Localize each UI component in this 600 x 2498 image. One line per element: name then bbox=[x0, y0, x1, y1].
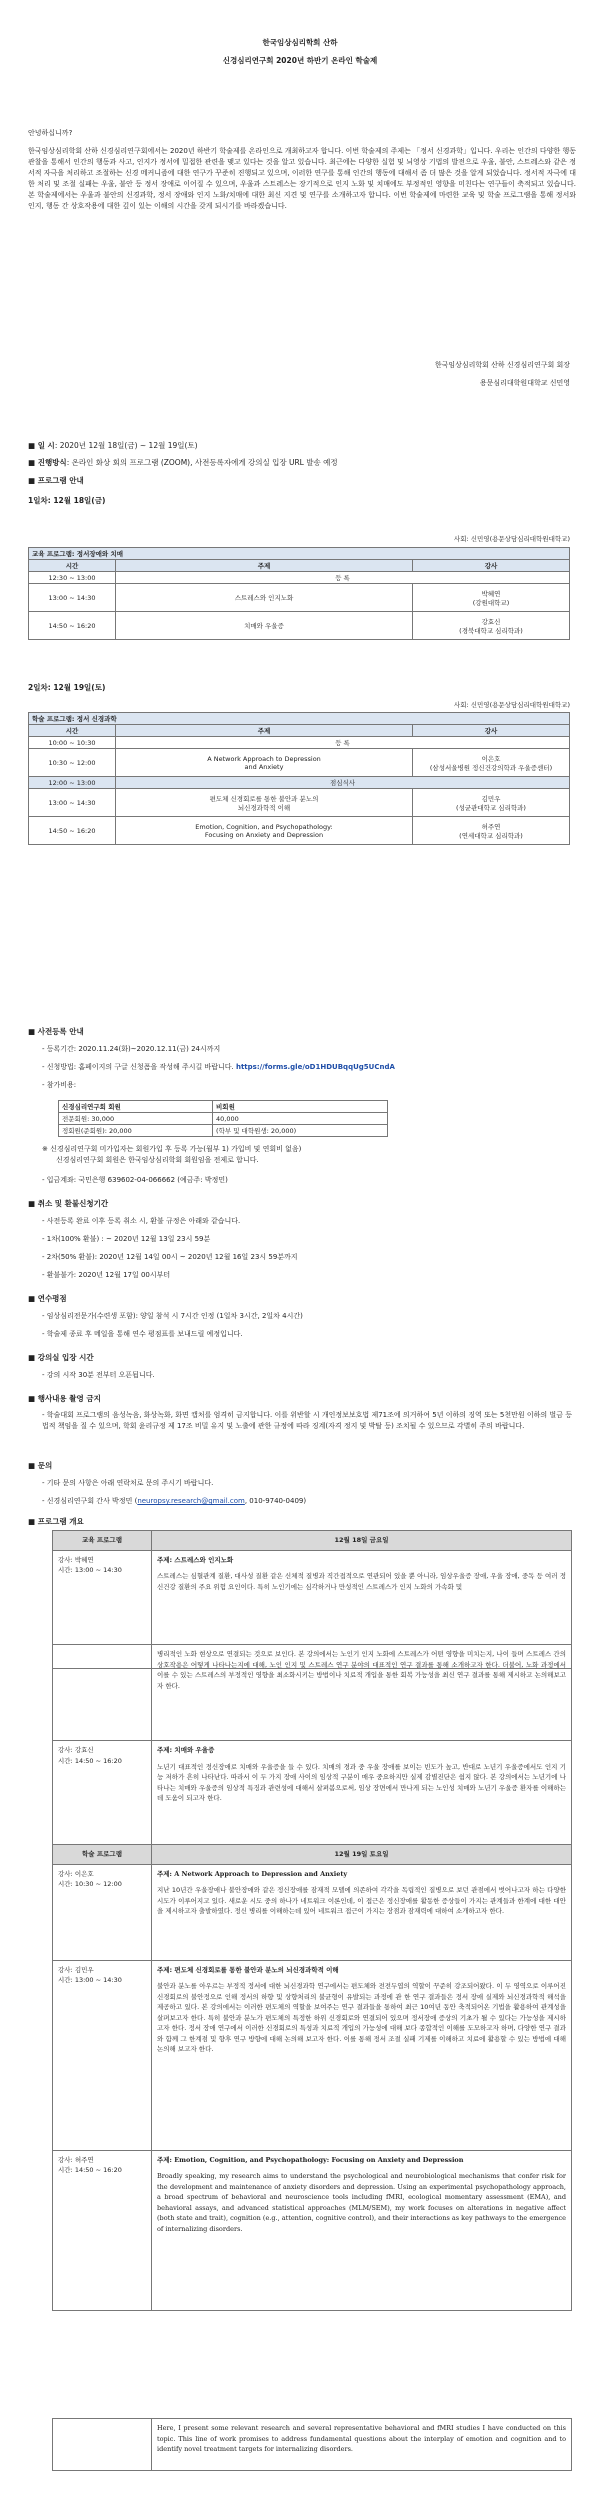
table-cell bbox=[413, 584, 570, 612]
credit-line: - 임상심리전문가(수련생 포함): 양일 참석 시 7시간 인정 (1일차 3시간, 2일차 4시간) bbox=[42, 1312, 303, 1320]
table-cell: 13:00 ~ 14:30 bbox=[29, 789, 116, 817]
session-body: 스트레스는 심혈관계 질환, 대사성 질환 같은 신체적 질병과 직간접적으로 연관되어 있을 뿐 아니라, 임상우울증 장애, 우울 장애, 중독 등 여러 정신건강 질환의 주요 위험 요인이다. 특히 노인기에는 심각하거나 만성적인 스트레스가 인지 노화의 가속화 및 bbox=[157, 1572, 566, 1591]
info-date bbox=[28, 440, 198, 451]
info-method-value: : 온라인 화상 회의 프로그램 (ZOOM), 사전등록자에게 강의실 입장 URL 발송 예정 bbox=[66, 458, 338, 467]
session-body: 노년기 대표적인 정신장애로 치매와 우울증을 들 수 있다. 치매의 경과 중 우울 장애를 보이는 빈도가 높고, 반대로 노년기 우울증에서도 인지 기능 저하가 흔히 나타난다. 따라서 이 두 가지 장애 사이의 임상적 구분이 매우 중요하지만 실제 감별진단은 쉽지 않다. 본 강의에서는 노년기에 나타나는 치매와 우울증의 임상적 특징과 관련성에 대해서 살펴봄으로써, 임상 장면에서 만나게 되는 노인성 치매와 노년기 우울증 환자를 이해하는데 도움이 되고자 한다. bbox=[157, 1762, 566, 1802]
speaker-name: 강사: 허주연 bbox=[58, 2155, 94, 2164]
signature-line-1: 한국임상심리학회 산하 신경심리연구회 회장 bbox=[434, 361, 570, 369]
contact-line-1: - 기타 문의 사항은 아래 연락처로 문의 주시기 바랍니다. bbox=[42, 1479, 214, 1487]
session-time: 시간: 13:00 ~ 14:30 bbox=[58, 1976, 122, 1984]
table-cell: 40,000 bbox=[213, 1113, 388, 1125]
session-time: 시간: 13:00 ~ 14:30 bbox=[58, 1566, 122, 1574]
reg-heading: ■ 사전등록 안내 bbox=[28, 1027, 84, 1036]
program-heading: ■ 프로그램 안내 bbox=[28, 476, 84, 485]
day1-table-caption: 교육 프로그램: 정서장애와 치매 bbox=[29, 548, 570, 560]
outline-edu-label: 교육 프로그램 bbox=[53, 1531, 152, 1551]
signature-line-2: 용문심리대학원대학교 신민영 bbox=[479, 379, 570, 387]
page-1 bbox=[0, 0, 600, 1030]
day2-moderator: 사회: 신민영(용문상담심리대학원대학교) bbox=[453, 701, 570, 709]
speaker-affiliation: (연세대학교 심리학과) bbox=[459, 831, 523, 840]
day1-moderator: 사회: 신민영(용문상담심리대학원대학교) bbox=[453, 535, 570, 543]
table-cell: 12:00 ~ 13:00 bbox=[29, 777, 116, 789]
col-topic: 주제 bbox=[116, 560, 413, 572]
outline-s3-meta bbox=[53, 1864, 152, 1960]
day2-heading: 2일차: 12월 19일(토) bbox=[28, 683, 106, 692]
table-cell: 10:30 ~ 12:00 bbox=[29, 749, 116, 777]
session-time: 시간: 14:50 ~ 16:20 bbox=[58, 2166, 122, 2174]
table-cell bbox=[116, 749, 413, 777]
refund-line: - 사전등록 완료 이후 등록 취소 시, 환불 규정은 아래와 같습니다. bbox=[42, 1217, 241, 1225]
table-cell: 등 록 bbox=[116, 572, 570, 584]
day1-table bbox=[28, 547, 570, 640]
session-title: 주제: 스트레스와 인지노화 bbox=[157, 1555, 234, 1564]
refund-line: - 1차(100% 환불) : ~ 2020년 12월 13일 23시 59분 bbox=[42, 1235, 211, 1243]
col-speaker: 강사 bbox=[413, 560, 570, 572]
col-time: 시간 bbox=[29, 560, 116, 572]
greeting: 안녕하십니까? bbox=[28, 129, 73, 137]
table-cell bbox=[413, 817, 570, 845]
table-cell: (학부 및 대학원생: 20,000) bbox=[213, 1125, 388, 1137]
fee-table bbox=[58, 1100, 388, 1137]
outline-day2-label: 12월 19일 토요일 bbox=[152, 1845, 572, 1865]
topic-line: 뇌신경과학적 이해 bbox=[237, 803, 291, 812]
title-line-2: 신경심리연구회 2020년 하반기 온라인 학술제 bbox=[222, 56, 378, 65]
outline-table-3 bbox=[52, 2418, 572, 2471]
outline-s4-meta bbox=[53, 1960, 152, 2150]
contact-heading: ■ 문의 bbox=[28, 1461, 53, 1470]
topic-line: Focusing on Anxiety and Depression bbox=[204, 830, 324, 839]
table-cell bbox=[413, 749, 570, 777]
outline-day1-label: 12월 18일 금요일 bbox=[152, 1531, 572, 1551]
table-cell: 전문회원: 30,000 bbox=[59, 1113, 213, 1125]
outline-s5-content bbox=[152, 2150, 572, 2310]
session-time: 시간: 10:30 ~ 12:00 bbox=[58, 1880, 122, 1888]
outline-acad-label: 학술 프로그램 bbox=[53, 1845, 152, 1865]
session-title: 주제: 편도체 신경회로를 통한 불안과 분노의 뇌신경과학적 이해 bbox=[157, 1965, 339, 1974]
info-method bbox=[28, 457, 338, 468]
reg-period: - 등록기간: 2020.11.24(화)~2020.12.11(금) 24시까지 bbox=[42, 1045, 221, 1053]
speaker-name: 강효신 bbox=[481, 617, 501, 626]
session-title: 주제: 치매와 우울증 bbox=[157, 1746, 215, 1754]
info-date-value: : 2020년 12월 18일(금) ~ 12월 19일(토) bbox=[54, 441, 198, 450]
outline-s2-content bbox=[152, 1741, 572, 1845]
table-cell bbox=[116, 817, 413, 845]
table-cell: 정회원(준회원): 20,000 bbox=[59, 1125, 213, 1137]
table-cell: 치매와 우울증 bbox=[116, 612, 413, 640]
title-line-1: 한국임상심리학회 산하 bbox=[262, 38, 338, 47]
speaker-name: 허주연 bbox=[481, 822, 501, 831]
speaker-name: 강사: 김민우 bbox=[58, 1965, 94, 1974]
speaker-name: 강사: 이은호 bbox=[58, 1869, 94, 1878]
table-cell: 10:00 ~ 10:30 bbox=[29, 737, 116, 749]
speaker-affiliation: (경북대학교 심리학과) bbox=[459, 626, 523, 635]
session-title: 주제: Emotion, Cognition, and Psychopathology: Focusing on Anxiety and Depression bbox=[157, 2155, 464, 2164]
reg-method bbox=[42, 1062, 395, 1073]
entry-heading: ■ 강의실 입장 시간 bbox=[28, 1353, 94, 1362]
outline-s1-meta-cont bbox=[53, 1645, 152, 1741]
table-cell bbox=[413, 789, 570, 817]
fee-col-member: 신경심리연구회 회원 bbox=[59, 1101, 213, 1113]
day2-table bbox=[28, 712, 570, 845]
contact-line-2 bbox=[42, 1496, 306, 1507]
contact-email-link[interactable]: neuropsy.research@gmail.com bbox=[137, 1497, 245, 1505]
col-time: 시간 bbox=[29, 725, 116, 737]
table-cell: 14:50 ~ 16:20 bbox=[29, 817, 116, 845]
table-cell: 13:00 ~ 14:30 bbox=[29, 584, 116, 612]
col-speaker: 강사 bbox=[413, 725, 570, 737]
reg-note-1: ※ 신경심리연구회 미가입자는 회원가입 후 등록 가능(월부 1) 가입비 및 연회비 없음) bbox=[42, 1145, 302, 1153]
contact-suffix: , 010-9740-0409) bbox=[244, 1497, 307, 1505]
day1-heading: 1일차: 12월 18일(금) bbox=[28, 496, 106, 505]
info-method-label: ■ 진행방식 bbox=[28, 458, 67, 467]
table-cell bbox=[413, 612, 570, 640]
speaker-name: 강사: 강효신 bbox=[58, 1746, 94, 1754]
reg-method-text: - 신청방법: 홈페이지의 구글 신청폼을 작성해 주시길 바랍니다. bbox=[42, 1063, 236, 1071]
speaker-name: 강사: 박혜연 bbox=[58, 1555, 94, 1564]
table-cell: 14:50 ~ 16:20 bbox=[29, 612, 116, 640]
reg-note-2: 신경심리연구회 회원은 한국임상심리학회 회원임을 전제로 합니다. bbox=[56, 1156, 259, 1164]
speaker-affiliation: (성균관대학교 심리학과) bbox=[456, 803, 526, 812]
topic-line: A Network Approach to Depression bbox=[207, 754, 321, 763]
table-cell: 점심식사 bbox=[116, 777, 570, 789]
outline-s3-content bbox=[152, 1864, 572, 1960]
speaker-name: 이은호 bbox=[481, 754, 501, 763]
day2-table-caption: 학술 프로그램: 정서 신경과학 bbox=[29, 713, 570, 725]
reg-account: - 입금계좌: 국민은행 639602-04-066662 (예금주: 박정민) bbox=[42, 1176, 228, 1184]
intro-paragraph: 한국임상심리학회 산하 신경심리연구회에서는 2020년 하반기 학술제를 온라인으로 개최하고자 합니다. 이번 학술제의 주제는 「정서 신경과학」입니다. 우리는 인간의 다양한 행동 관찰을 통해서 인간의 행동과 사고, 인지가 정서에 밀접한 관련을 맺고 있다는 것을 알고 있습니다. 최근에는 다양한 실험 및 뇌영상 기법의 발전으로 우울, 불안, 스트레스와 같은 정서적 자극을 처리하고 조절하는 신경 메커니즘에 대한 연구가 꾸준히 진행되고 있으며, 이러한 연구를 통해 인간의 행동에 대해서 좀 더 많은 것을 알게 되었습니다. 정서적 자극에 대한 처리 및 조절 실패는 우울, 불안 등 정서 장애로 이어질 수 있으며, 우울과 스트레스는 장기적으로 인지 노화 및 치매에도 부정적인 영향을 미친다는 연구들이 축적되고 있습니다. 본 학술제에서는 우울과 불안의 신경과학, 정서 장애와 인지 노화/치매에 대한 최신 지견 및 연구를 소개하고자 합니다. 이번 학술제에 마련한 교육 및 학술 프로그램을 통해 정서와 인지, 행동 간 상호작용에 대한 깊이 있는 이해의 시간을 갖게 되시기를 바라겠습니다. bbox=[28, 147, 576, 210]
reg-form-link[interactable]: https://forms.gle/oD1HDUBqqUg5UCndA bbox=[235, 1063, 395, 1071]
col-topic: 주제 bbox=[116, 725, 413, 737]
signature bbox=[435, 356, 570, 392]
refund-line: - 환불불가: 2020년 12월 17일 00시부터 bbox=[42, 1271, 171, 1279]
refund-line: - 2차(50% 환불): 2020년 12월 14일 00시 ~ 2020년 12월 16일 23시 59분까지 bbox=[42, 1253, 298, 1261]
outline-table-2 bbox=[52, 1644, 572, 2311]
credit-heading: ■ 연수평점 bbox=[28, 1294, 67, 1303]
session-body: 병리적인 노화 현상으로 연결되는 것으로 보인다. 본 강의에서는 노인기 인지 노화에 스트레스가 어떤 영향을 미치는지, 나이 들며 스트레스 간의 상호작용은 어떻게 나타나는지에 대해, 노인 인지 및 스트레스 연구 분야의 대표적인 연구 결과를 통해 소개하고자 한다. 더불어, 노화 과정에서 이를 수 있는 스트레스의 부정적인 영향을 최소화시키는 방법이나 치료적 개입을 통한 회복 가능성을 최신 연구 결과를 통해 제시하고 논의해보고자 한다. bbox=[152, 1645, 572, 1741]
topic-line: 편도체 신경회로를 통한 불안과 분노의 bbox=[209, 794, 319, 803]
outline-s5-meta bbox=[53, 2150, 152, 2310]
outline-s5-meta-cont bbox=[53, 2419, 152, 2471]
outline-s2-meta bbox=[53, 1741, 152, 1845]
speaker-name: 박혜연 bbox=[481, 589, 501, 598]
credit-line: - 학술제 종료 후 메일을 통해 연수 평점표를 보내드릴 예정입니다. bbox=[42, 1330, 243, 1338]
session-body: Broadly speaking, my research aims to understand the psychological and neurobiological mechanisms that confer risk for the development and maintenance of anxiety disorders and depression. Using an experimental psychopathology approach, a broad spectrum of behavioral and neuroscience tools including fMRI, ecological momentary assessment (EMA), and behavioral assays, and advanced statistical approaches (MLM/SEM), my work focuses on alterations in negative affect (both state and trait), cognition (e.g., attention, cognitive control), and their interactions as key pathways to the emergence of internalizing disorders. bbox=[157, 2172, 566, 2233]
session-time: 시간: 14:50 ~ 16:20 bbox=[58, 1756, 122, 1765]
outline-heading: ■ 프로그램 개요 bbox=[28, 1517, 84, 1526]
refund-heading: ■ 취소 및 환불신청기간 bbox=[28, 1199, 109, 1208]
table-cell: 등 록 bbox=[116, 737, 570, 749]
info-date-label: ■ 일 시 bbox=[28, 441, 55, 450]
session-body: 불안과 분노를 아우르는 부정적 정서에 대한 뇌신경과학 연구에서는 편도체와 전전두엽의 역할이 꾸준히 강조되어왔다. 이 두 영역으로 이루어진 신경회로의 불안정으로 인해 정서의 하향 및 상향처리의 불균형이 유발되는 과정에 관 한 연구 결과들은 정서 장애 실제와 뇌신경과학적 해석을 제공하고 있다. 본 강의에서는 이러한 편도체의 역할을 보여주는 연구 결과들을 통하여 최근 10여년 동안 축적되어온 기법을 활용하여 관계성을 살펴보고자 한다. 특히 불안과 분노가 편도체의 특정한 하위 신경회로와 연결되어 있으며 정서장애 증상의 기초가 될 수 있다는 가능성을 제시하고자 한다. 정서 장애 연구에서 이러한 신경회로의 특성과 치료적 개입의 가능성에 대해 보다 종합적인 이해를 도모하고자 하며, 다양한 연구 결과와 함께 그 한계점 및 향후 연구 방향에 대해 논의해 보고자 한다. 이를 통해 정서 조절 실패 기제를 이해하고 치료에 활용할 수 있는 방법에 대해 논의해 보고자 한다. bbox=[157, 1982, 566, 2053]
outline-s4-content bbox=[152, 1960, 572, 2150]
table-cell: 스트레스와 인지노화 bbox=[116, 584, 413, 612]
topic-line: Emotion, Cognition, and Psychopathology: bbox=[195, 822, 333, 831]
table-cell bbox=[116, 789, 413, 817]
copyright-heading: ■ 행사내용 촬영 금지 bbox=[28, 1394, 101, 1403]
copyright-text: - 학술대회 프로그램의 음성녹음, 화상녹화, 화면 캡처를 엄격히 금지합니다. 이를 위반할 시 개인정보보호법 제71조에 의거하여 5년 이하의 징역 또는 5천만원 이하의 벌금 등 법적 책임을 질 수 있으며, 학회 윤리규정 제 17조 비밀 유지 및 노출에 관한 규정에 따라 징계(자격 정지 및 박탈 등) 조치될 수 있으므로 각별히 주의 바랍니다. bbox=[42, 1411, 572, 1430]
session-body: 지난 10년간 우울장애나 불안장애와 같은 정신장애를 잠재적 모델에 의존하여 각각을 독립적인 질병으로 보던 관점에서 벗어나고자 하는 다양한 시도가 이루어지고 있다. 새로운 시도 중의 하나가 네트워크 이론인데, 이 접근은 정신장애를 활동한 증상들이 가지는 관계들과 한계에 대한 대안을 제시하고자 출발하였다. 정신 병리를 이해하는데 있어 네트워크 접근이 가지는 장점과 잠재력에 대하여 소개하고자 한다. bbox=[157, 1886, 566, 1915]
session-body: Here, I present some relevant research and several representative behavioral and fMRI studies I have conducted on this topic. This line of work promises to address fundamental questions about the interplay of emotion and cognition and to identify novel treatment targets for internalizing disorders. bbox=[152, 2419, 572, 2471]
speaker-name: 김민우 bbox=[481, 794, 501, 803]
table-cell: 12:30 ~ 13:00 bbox=[29, 572, 116, 584]
session-title: 주제: A Network Approach to Depression and Anxiety bbox=[157, 1869, 348, 1878]
entry-line: - 강의 시작 30분 전부터 오픈됩니다. bbox=[42, 1371, 155, 1379]
fee-col-nonmember: 비회원 bbox=[213, 1101, 388, 1113]
speaker-affiliation: (강원대학교) bbox=[472, 598, 510, 607]
topic-line: and Anxiety bbox=[244, 762, 284, 771]
speaker-affiliation: (삼성서울병원 정신건강의학과 우울증센터) bbox=[429, 763, 553, 772]
contact-prefix: - 신경심리연구회 간사 박정민 ( bbox=[42, 1497, 138, 1505]
reg-fee-label: - 참가비용: bbox=[42, 1081, 77, 1089]
